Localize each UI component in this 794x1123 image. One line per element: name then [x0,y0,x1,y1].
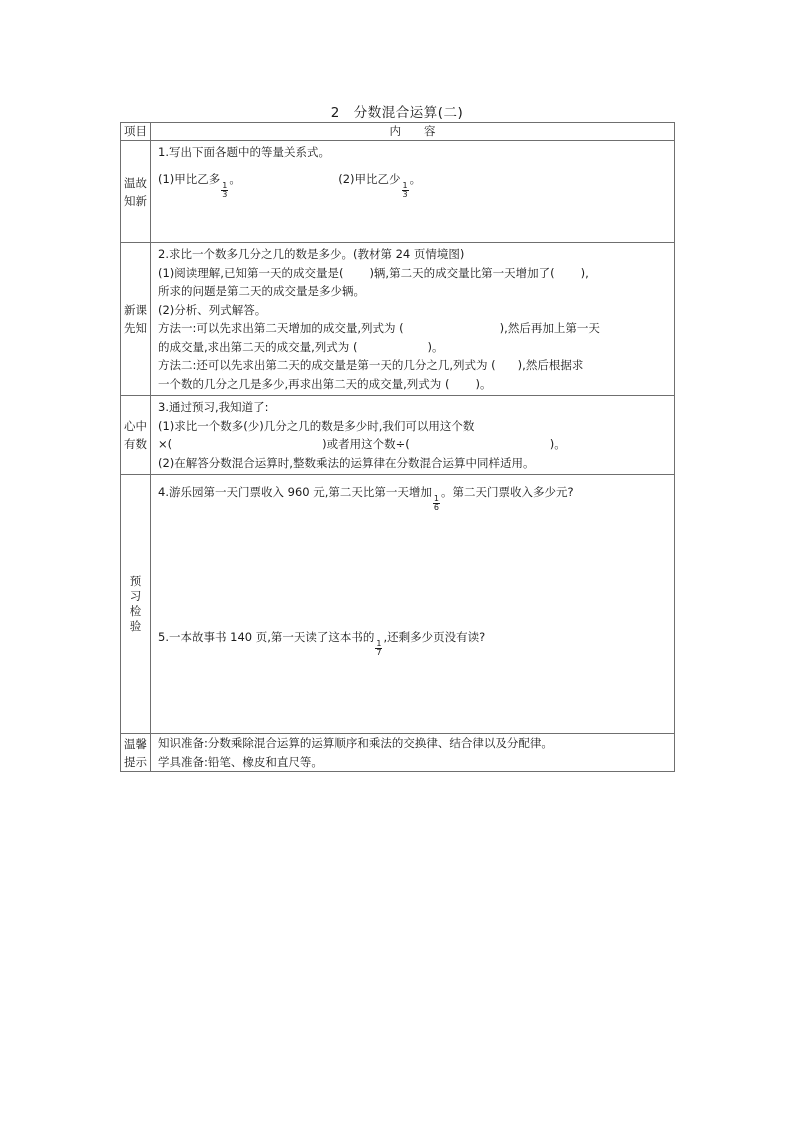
check-label-char: 检 [129,604,142,618]
takeaway-content [151,396,675,475]
review-label-line2: 知新 [124,193,147,208]
method-1-line2 [158,338,668,357]
fraction [221,182,228,199]
review-q1b-prefix: (2)甲比乙少 [338,171,401,186]
fraction-denominator: 7 [376,648,382,657]
fraction [402,182,409,199]
new-lesson-label-line2: 先知 [124,321,147,335]
text: )。 [475,376,492,391]
header-item: 项目 [121,123,151,141]
fraction-numerator: 1 [402,180,408,190]
review-q1b-suffix: 。 [409,171,422,186]
text: 5.一本故事书 140 页,第一天读了这本书的 [158,630,375,644]
review-subquestions [158,170,668,199]
tips-tools: 学具准备:铅笔、橡皮和直尺等。 [158,754,323,769]
fraction [375,640,382,657]
check-row [121,475,675,734]
check-question-4 [158,483,668,512]
new-lesson-part1-line2: 所求的问题是第二天的成交量是多少辆。 [158,284,365,298]
text: ×( [158,437,173,451]
check-question-5 [158,628,668,657]
text: 的成交量,求出第二天的成交量,列式为 ( [158,339,358,354]
text: 。第二天门票收入多少元? [440,485,574,499]
check-label [121,475,151,734]
new-lesson-part1-line1 [158,264,668,283]
fraction-numerator: 1 [376,639,382,648]
tips-row [121,734,675,772]
fraction [433,495,440,512]
takeaway-label-line2: 有数 [124,437,147,451]
review-question-1: 1.写出下面各题中的等量关系式。 [158,145,330,159]
takeaway-question-3: 3.通过预习,我知道了: [158,400,269,414]
tips-label-line1: 温馨 [124,736,147,751]
text: )。 [427,339,444,354]
text: ),然后根据求 [517,358,584,372]
takeaway-row [121,396,675,475]
takeaway-label [121,396,151,475]
fraction-denominator: 6 [433,503,439,512]
check-content [151,475,675,734]
preview-table [120,122,675,772]
new-lesson-question-2: 2.求比一个数多几分之几的数是多少。(教材第 24 页情境图) [158,247,465,261]
review-content [151,141,675,243]
review-label-line1: 温故 [124,175,147,190]
review-q1a-prefix: (1)甲比乙多 [158,171,221,186]
text: 方法一:可以先求出第二天增加的成交量,列式为 ( [158,321,404,335]
method-2-line2 [158,375,668,394]
fraction-numerator: 1 [222,180,228,190]
review-label [121,141,151,243]
takeaway-point-1: (1)求比一个数多(少)几分之几的数是多少时,我们可以用这个数 [158,418,475,433]
text: 一个数的几分之几是多少,再求出第二天的成交量,列式为 ( [158,376,450,391]
tips-label [121,734,151,772]
new-lesson-row [121,243,675,396]
text: ), [580,265,589,280]
new-lesson-label [121,243,151,396]
method-2-line1 [158,356,668,375]
new-lesson-content [151,243,675,396]
new-lesson-label-line1: 新课 [124,303,147,317]
takeaway-label-line1: 心中 [124,419,147,433]
takeaway-point-1-blanks [158,435,668,454]
check-label-char: 习 [129,589,142,603]
review-q1a-suffix: 。 [229,171,241,186]
fraction-denominator: 3 [222,189,228,199]
takeaway-point-2: (2)在解答分数混合运算时,整数乘法的运算律在分数混合运算中同样适用。 [158,455,535,470]
text: )。 [549,437,566,451]
text: (1)阅读理解,已知第一天的成交量是( [158,265,344,280]
tips-content [151,734,675,772]
text: ),然后再加上第一天 [499,321,600,335]
text: 方法二:还可以先求出第二天的成交量是第一天的几分之几,列式为 ( [158,358,496,372]
fraction-denominator: 3 [402,189,408,199]
text: )或者用这个数÷( [322,437,410,451]
check-label-char: 验 [129,619,142,633]
text: ,还剩多少页没有读? [383,630,486,644]
page-title: 2 分数混合运算(二) [330,105,464,121]
header-content: 内 容 [151,123,675,141]
new-lesson-part2: (2)分析、列式解答。 [158,302,267,317]
check-label-char: 预 [129,574,142,588]
method-1-line1 [158,319,668,338]
text: 4.游乐园第一天门票收入 960 元,第二天比第一天增加 [158,485,432,499]
text: )辆,第二天的成交量比第一天增加了( [369,265,555,280]
header-row [121,123,675,141]
review-row [121,141,675,243]
tips-knowledge: 知识准备:分数乘除混合运算的运算顺序和乘法的交换律、结合律以及分配律。 [158,736,553,750]
fraction-numerator: 1 [433,494,439,503]
tips-label-line2: 提示 [124,754,147,769]
